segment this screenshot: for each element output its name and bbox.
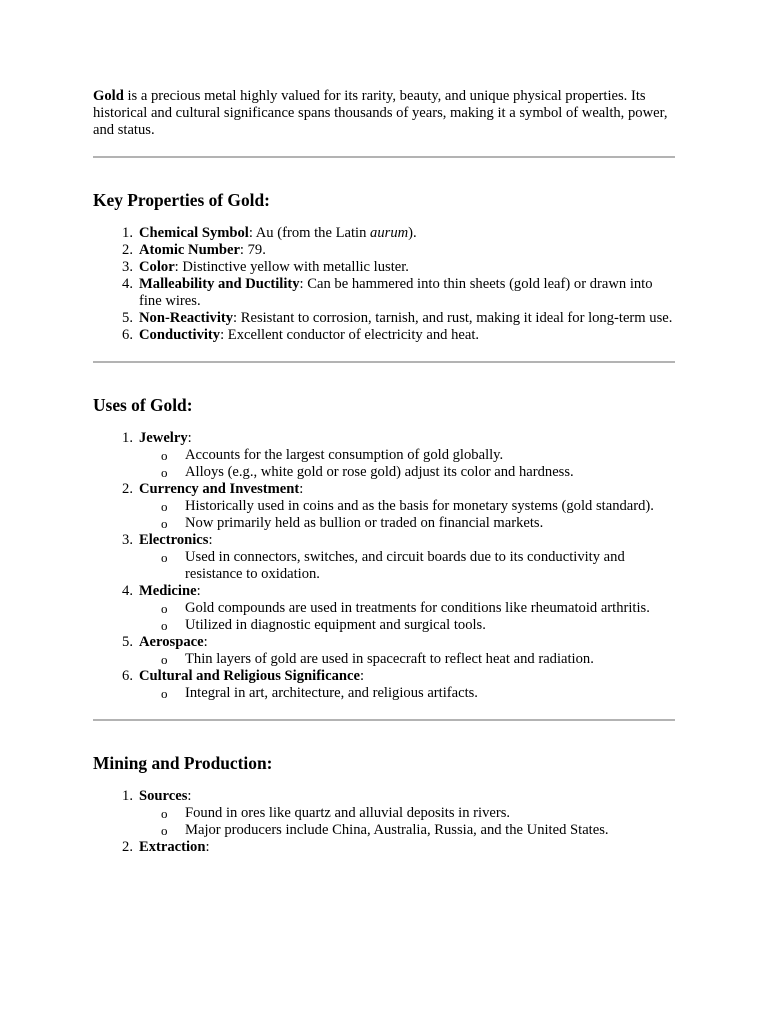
- list-item-text: : Resistant to corrosion, tarnish, and rust, making it ideal for long-term use.: [233, 310, 673, 326]
- list-item-term: Atomic Number: [139, 242, 240, 258]
- list-item-term: Aerospace: [139, 634, 204, 650]
- list-item-suffix: :: [196, 583, 201, 599]
- divider-1: [93, 156, 675, 158]
- list-item: [139, 668, 675, 702]
- list-item: [139, 310, 675, 327]
- sub-list: [139, 805, 675, 839]
- divider-3: [93, 719, 675, 721]
- list-item-italic: aurum: [370, 225, 409, 241]
- divider-2: [93, 361, 675, 363]
- list-item-term: Cultural and Religious Significance: [139, 668, 360, 684]
- sub-list-item: o Now primarily held as bullion or traded on financial markets.: [185, 515, 675, 532]
- sub-list-item: o Accounts for the largest consumption of gold globally.: [185, 447, 675, 464]
- sub-list-item: o Used in connectors, switches, and circuit boards due to its conductivity and resistance to oxidation.: [185, 549, 675, 583]
- sub-list: [139, 498, 675, 532]
- intro-paragraph: [93, 88, 675, 139]
- uses-list: [93, 430, 675, 702]
- sub-list-item: o Alloys (e.g., white gold or rose gold) adjust its color and hardness.: [185, 464, 675, 481]
- uses-heading: Uses of Gold:: [93, 395, 193, 415]
- list-item-text: : Distinctive yellow with metallic luster.: [174, 259, 409, 275]
- document-page: [93, 88, 675, 856]
- list-item-suffix: :: [187, 430, 192, 446]
- sub-list-item: o Gold compounds are used in treatments for conditions like rheumatoid arthritis.: [185, 600, 675, 617]
- list-item: [139, 276, 675, 310]
- list-item-term: Currency and Investment: [139, 481, 300, 497]
- list-item-suffix: :: [359, 668, 365, 684]
- list-item-text: : 79.: [239, 242, 266, 258]
- list-item-suffix: :: [187, 788, 192, 804]
- mining-list: [93, 788, 675, 856]
- list-item-term: Color: [139, 259, 175, 275]
- intro-text: is a precious metal highly valued for its rarity, beauty, and unique physical properties. Its historical and cultural significance spans thousands of years, making it a symbol of wealth, power, and status.: [93, 88, 668, 138]
- list-item-term: Jewelry: [139, 430, 188, 446]
- sub-list: [139, 685, 675, 702]
- list-item: [139, 259, 675, 276]
- list-item-term: Conductivity: [139, 327, 221, 343]
- list-item: [139, 634, 675, 668]
- list-item-term: Electronics: [139, 532, 209, 548]
- sub-list-item: o Found in ores like quartz and alluvial deposits in rivers.: [185, 805, 675, 822]
- list-item-text: : Excellent conductor of electricity and heat.: [220, 327, 480, 343]
- list-item-term: Medicine: [139, 583, 197, 599]
- intro-bold-word: Gold: [93, 88, 124, 104]
- sub-list-item: o Utilized in diagnostic equipment and surgical tools.: [185, 617, 675, 634]
- list-item: [139, 532, 675, 583]
- list-item-text: : Can be hammered into thin sheets (gold leaf) or drawn into fine wires.: [139, 276, 653, 309]
- key-properties-heading: Key Properties of Gold:: [93, 190, 270, 210]
- list-item-suffix: :: [208, 532, 213, 548]
- list-item: [139, 481, 675, 532]
- sub-list: [139, 600, 675, 634]
- sub-list: [139, 549, 675, 583]
- list-item-term: Extraction: [139, 839, 206, 855]
- list-item-suffix: :: [299, 481, 304, 497]
- mining-heading: Mining and Production:: [93, 753, 273, 773]
- list-item-text: : Au (from the Latin: [248, 225, 371, 241]
- list-item: [139, 839, 675, 856]
- sub-list: [139, 651, 675, 668]
- sub-list-item: o Integral in art, architecture, and religious artifacts.: [185, 685, 675, 702]
- list-item-suffix: :: [205, 839, 210, 855]
- sub-list: [139, 447, 675, 481]
- key-properties-list: [93, 225, 675, 344]
- list-item: [139, 242, 675, 259]
- list-item-term: Malleability and Ductility: [139, 276, 300, 292]
- sub-list-item: o Major producers include China, Australia, Russia, and the United States.: [185, 822, 675, 839]
- sub-list-item: o Historically used in coins and as the basis for monetary systems (gold standard).: [185, 498, 675, 515]
- list-item: [139, 583, 675, 634]
- list-item-suffix: :: [203, 634, 208, 650]
- list-item: [139, 788, 675, 839]
- list-item: [139, 430, 675, 481]
- list-item-term: Non-Reactivity: [139, 310, 234, 326]
- list-item-text: ).: [408, 225, 417, 241]
- list-item: [139, 225, 675, 242]
- list-item-term: Sources: [139, 788, 188, 804]
- list-item: [139, 327, 675, 344]
- list-item-term: Chemical Symbol: [139, 225, 249, 241]
- sub-list-item: o Thin layers of gold are used in spacecraft to reflect heat and radiation.: [185, 651, 675, 668]
